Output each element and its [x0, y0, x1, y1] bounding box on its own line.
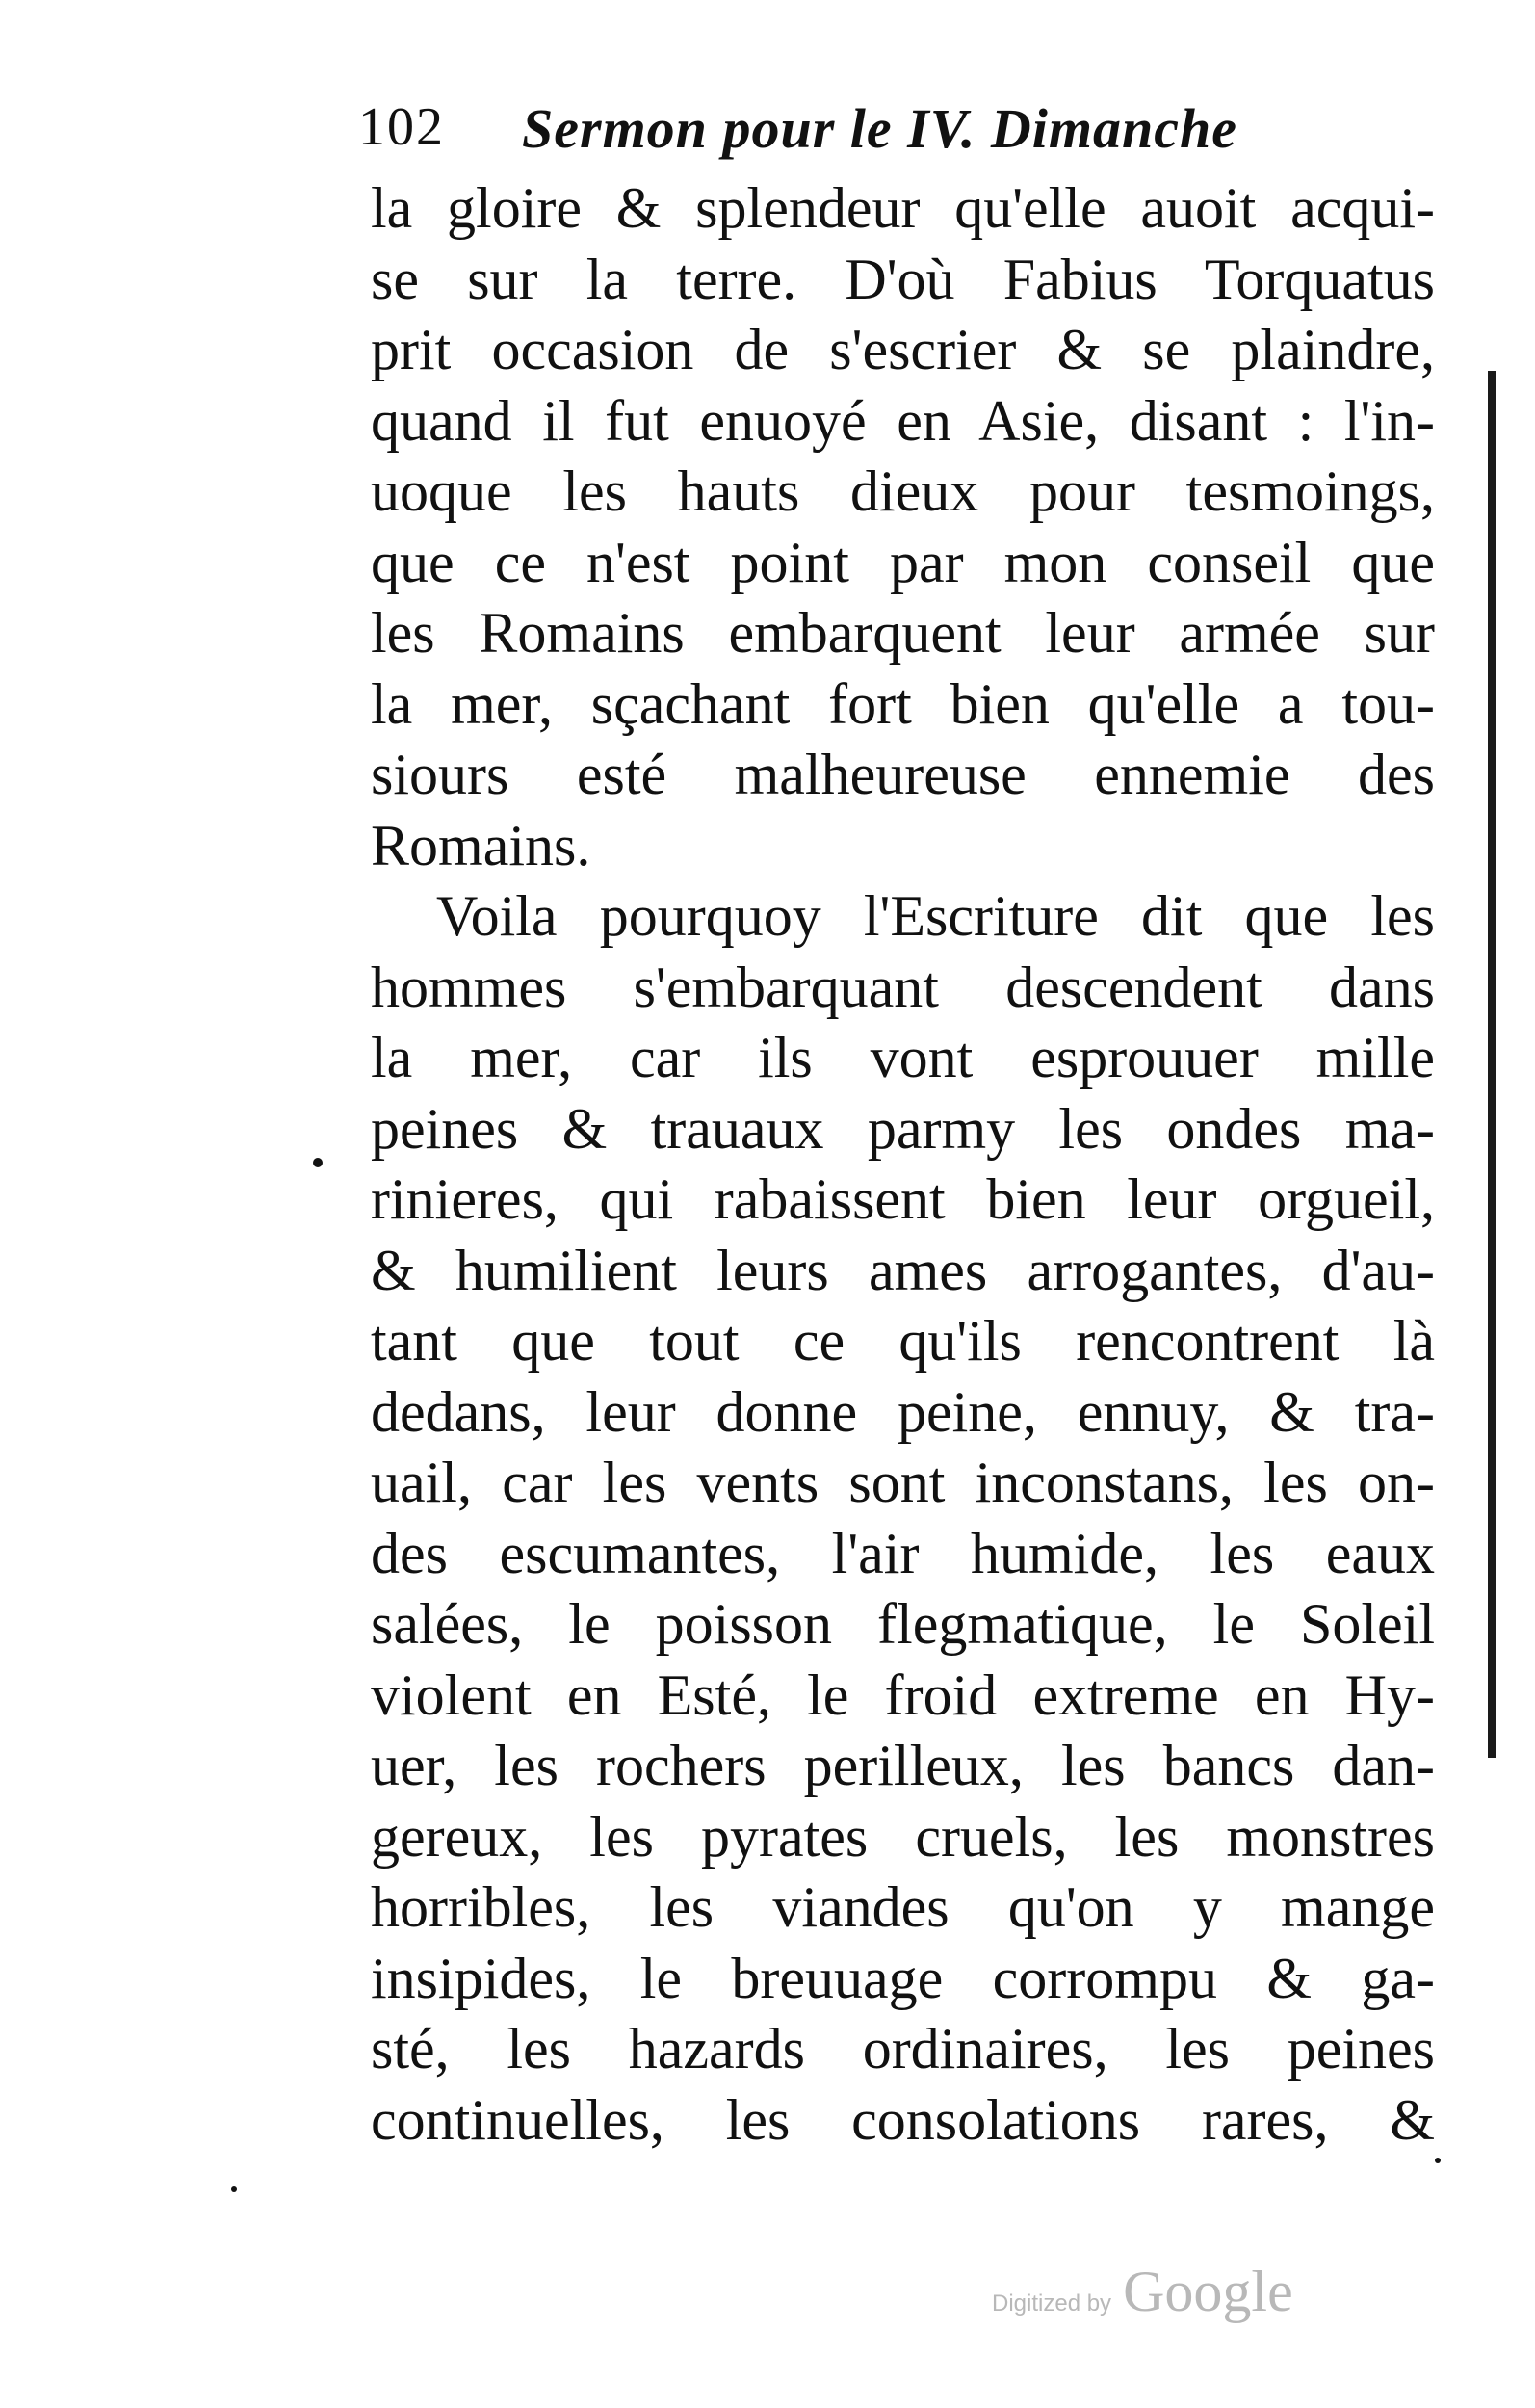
text-line: & humilient leurs ames arrogantes, d'au- [371, 1238, 1435, 1302]
text-line: gereux, les pyrates cruels, les monstres [371, 1804, 1435, 1869]
margin-mark [313, 1158, 323, 1167]
text-line: continuelles, les consolations rares, & [371, 2087, 1435, 2152]
text-line: quand il fut enuoyé en Asie, disant : l'in- [371, 388, 1435, 453]
running-title: Sermon pour le IV. Dimanche [522, 97, 1238, 160]
text-line: peines & trauaux parmy les ondes ma- [371, 1096, 1435, 1161]
text-line: dedans, leur donne peine, ennuy, & tra- [371, 1379, 1435, 1444]
paragraph-start-line: Voila pourquoy l'Escriture dit que les [436, 884, 1435, 948]
text-line: insipides, le breuuage corrompu & ga- [371, 1946, 1435, 2010]
body-text [371, 173, 1435, 2156]
text-line: les Romains embarquent leur armée sur [371, 601, 1435, 665]
text-line: tant que tout ce qu'ils rencontrent là [371, 1309, 1435, 1373]
margin-mark [1435, 2158, 1441, 2163]
page-header [358, 96, 1331, 173]
text-line: hommes s'embarquant descendent dans [371, 955, 1435, 1019]
page-edge-shadow [1488, 371, 1496, 1758]
brand-logo: Google [1123, 2260, 1293, 2323]
text-line: violent en Esté, le froid extreme en Hy- [371, 1662, 1435, 1727]
page-number: 102 [358, 97, 445, 157]
digitized-watermark [992, 2259, 1293, 2325]
text-line: salées, le poisson flegmatique, le Soleil [371, 1592, 1435, 1656]
text-line: Romains. [371, 813, 591, 877]
text-line: la mer, sçachant fort bien qu'elle a tou- [371, 671, 1435, 736]
digitized-label: Digitized by [992, 2290, 1112, 2316]
text-line: uail, car les vents sont inconstans, les on- [371, 1451, 1435, 1514]
text-line: des escumantes, l'air humide, les eaux [371, 1521, 1435, 1585]
text-line: la mer, car ils vont esprouuer mille [371, 1026, 1435, 1089]
text-line: siours esté malheureuse ennemie des [371, 743, 1435, 806]
text-line: sté, les hazards ordinaires, les peines [371, 2017, 1435, 2081]
text-line: uer, les rochers perilleux, les bancs dan- [371, 1734, 1435, 1797]
text-line: la gloire & splendeur qu'elle auoit acqui- [371, 176, 1435, 240]
text-line: uoque les hauts dieux pour tesmoings, [371, 459, 1435, 523]
margin-mark [231, 2186, 237, 2192]
text-line: horribles, les viandes qu'on y mange [371, 1875, 1435, 1939]
text-line: se sur la terre. D'où Fabius Torquatus [371, 247, 1435, 311]
text-line: que ce n'est point par mon conseil que [371, 530, 1435, 594]
text-line: rinieres, qui rabaissent bien leur orgueil, [371, 1167, 1435, 1231]
text-line: prit occasion de s'escrier & se plaindre, [371, 318, 1435, 381]
